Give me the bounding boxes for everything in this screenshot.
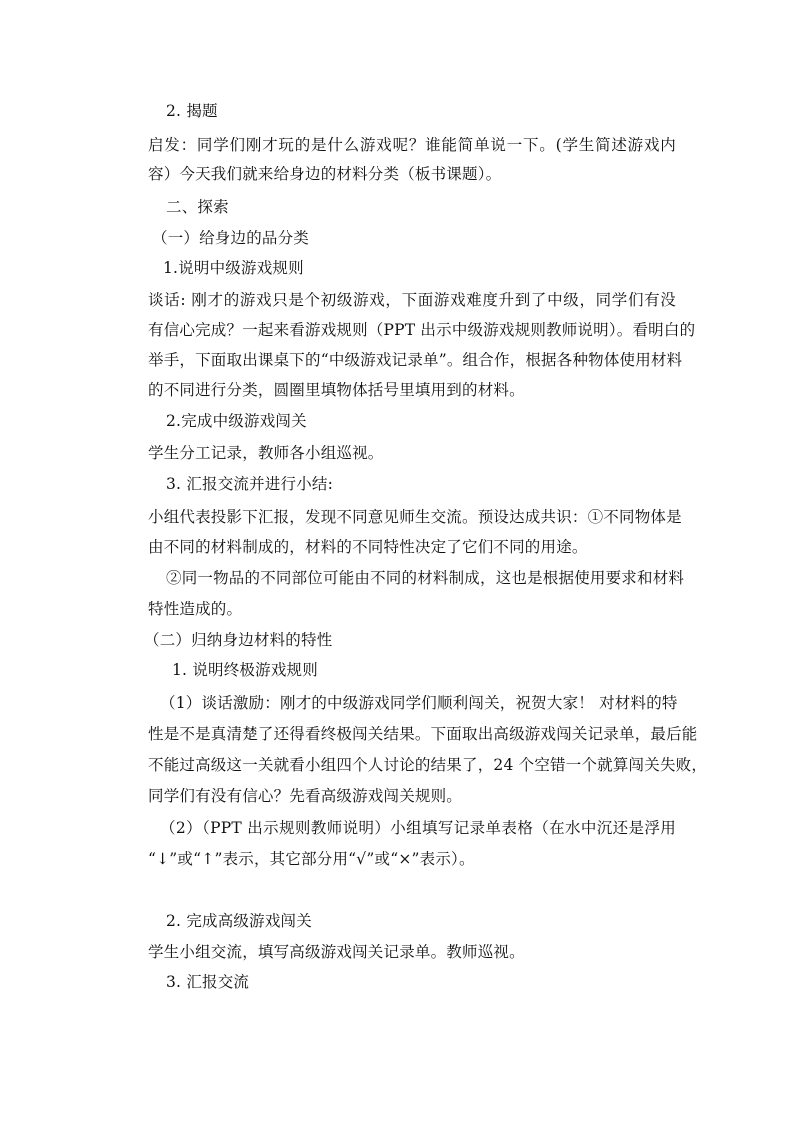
text-line: “↓”或“↑”表示，其它部分用“√”或“×”表示）。	[148, 850, 475, 868]
text-line: 3. 汇报交流并进行小结:	[166, 475, 334, 493]
text-line: 谈话: 刚才的游戏只是个初级游戏，下面游戏难度升到了中级，同学们有没	[148, 291, 676, 309]
text-line: 3. 汇报交流	[166, 973, 250, 991]
text-line: 特性造成的。	[148, 600, 243, 618]
text-line: 2. 揭题	[166, 102, 218, 120]
text-line: 容）今天我们就来给身边的材料分类（板书课题）。	[148, 165, 502, 183]
text-line: 1.说明中级游戏规则	[163, 259, 304, 277]
text-line: （一）给身边的品分类	[152, 229, 310, 247]
text-line: 同学们有没有信心？先看高级游戏闯关规则。	[148, 787, 463, 805]
text-line: （二）归纳身边材料的特性	[144, 631, 333, 649]
text-line: 由不同的材料制成的，材料的不同特性决定了它们不同的用途。	[148, 538, 588, 556]
text-line: 不能过高级这一关就看小组四个人讨论的结果了，24 个空错一个就算闯关失败，	[148, 756, 708, 774]
text-line: （2）（PPT 出示规则教师说明）小组填写记录单表格（在水中沉还是浮用	[160, 819, 676, 837]
text-line: 学生小组交流，填写高级游戏闯关记录单。教师巡视。	[148, 943, 525, 961]
text-line: ②同一物品的不同部位可能由不同的材料制成，这也是根据使用要求和材料	[166, 569, 685, 587]
text-line: 1. 说明终极游戏规则	[172, 661, 318, 679]
text-line: 启发：同学们刚才玩的是什么游戏呢？谁能简单说一下。(学生简述游戏内	[148, 136, 676, 154]
text-line: （1）谈话激励：刚才的中级游戏同学们顺利闯关，祝贺大家！ 对材料的特	[160, 694, 678, 712]
text-line: 举手，下面取出课桌下的“中级游戏记录单”。组合作，根据各种物体使用材料	[148, 351, 683, 369]
text-line: 2. 完成高级游戏闯关	[166, 912, 312, 930]
text-line: 有信心完成？一起来看游戏规则（PPT 出示中级游戏规则教师说明）。看明白的	[148, 321, 696, 339]
text-line: 学生分工记录，教师各小组巡视。	[148, 444, 384, 462]
text-line: 性是不是真清楚了还得看终极闯关结果。下面取出高级游戏闯关记录单，最后能	[148, 725, 698, 743]
text-line: 2.完成中级游戏闯关	[166, 412, 307, 430]
text-line: 的不同进行分类，圆圈里填物体括号里填用到的材料。	[148, 381, 525, 399]
text-line: 小组代表投影下汇报，发现不同意见师生交流。预设达成共识：①不同物体是	[148, 508, 682, 526]
text-line: 二、探索	[166, 198, 229, 216]
